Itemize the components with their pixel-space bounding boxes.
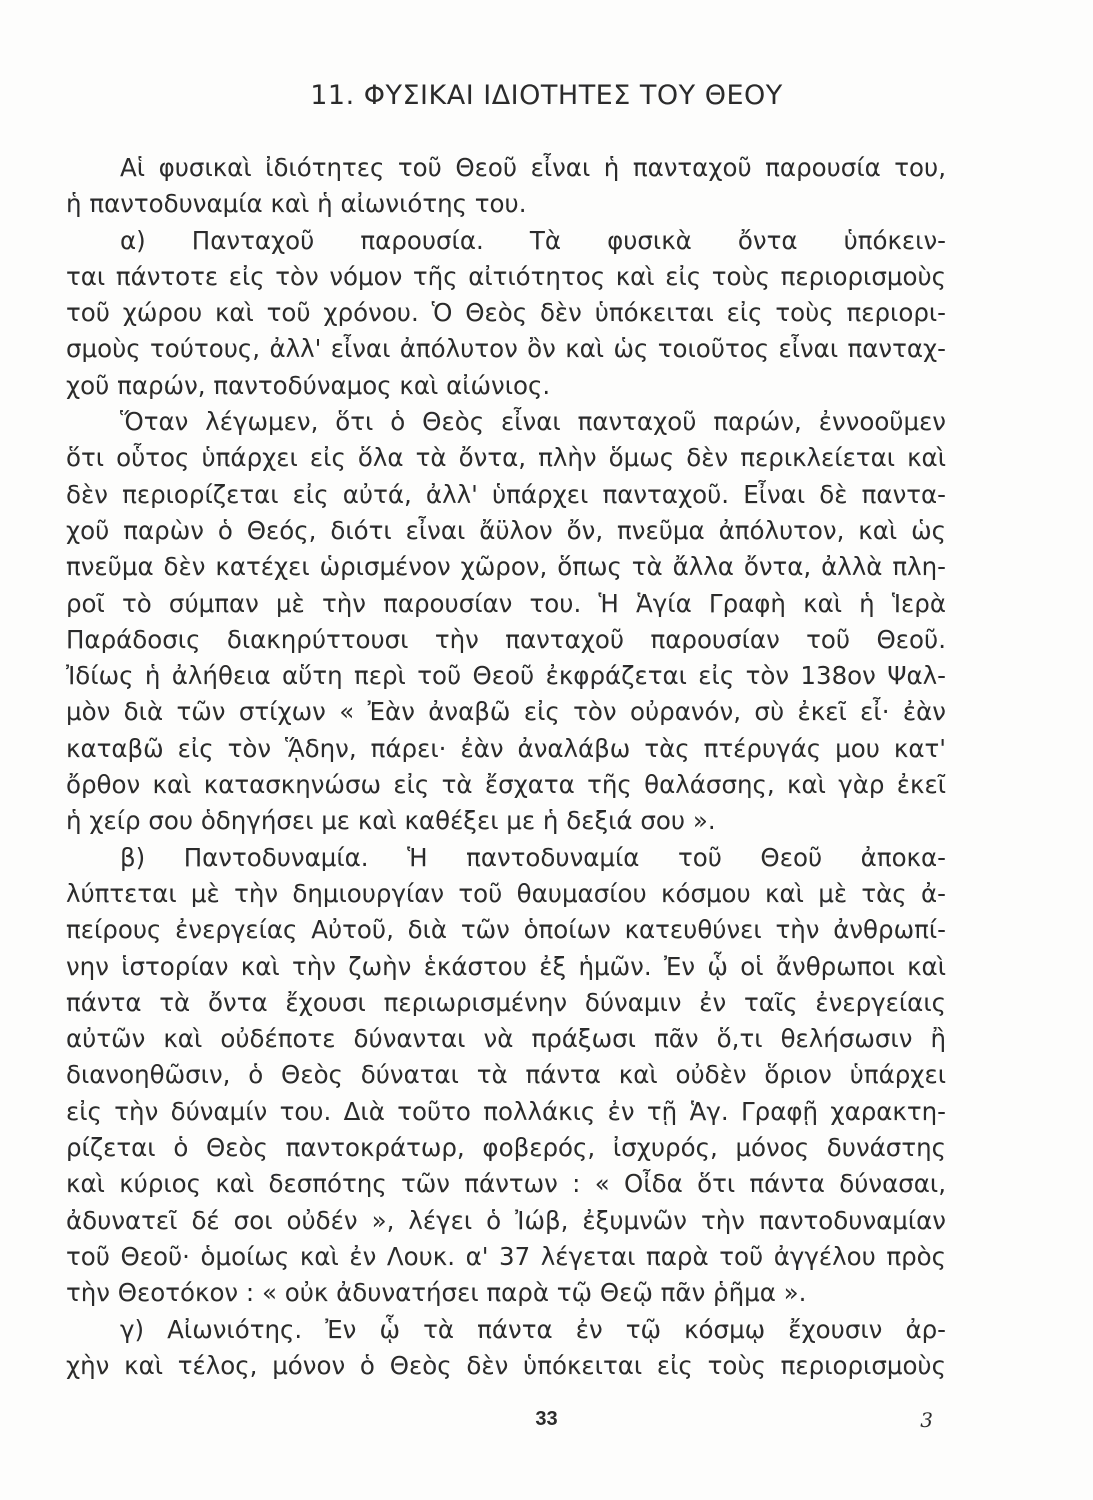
- section-heading-line: α) Πανταχοῦ παρουσία. Τὰ φυσικὰ ὄντα ὑπόκειν-: [120, 225, 946, 255]
- chapter-title: 11. ΦΥΣΙΚΑΙ ΙΔΙΟΤΗΤΕΣ ΤΟΥ ΘΕΟΥ: [310, 80, 783, 111]
- text-line: Παράδοσις διακηρύττουσι τὴν πανταχοῦ παρουσίαν τοῦ Θεοῦ.: [66, 624, 946, 654]
- text-line: ἡ χείρ σου ὁδηγήσει με καὶ καθέξει με ἡ δεξιά σου ».: [66, 806, 716, 836]
- text-line: Ὅταν λέγωμεν, ὅτι ὁ Θεὸς εἶναι πανταχοῦ παρών, ἐννοοῦμεν: [120, 407, 946, 437]
- text-line: πνεῦμα δὲν κατέχει ὡρισμένον χῶρον, ὅπως τὰ ἄλλα ὄντα, ἀλλὰ πλη-: [66, 552, 946, 582]
- body-text: [66, 150, 946, 1384]
- text-line: ἀδυνατεῖ δέ σοι οὐδέν », λέγει ὁ Ἰώβ, ἐξυμνῶν τὴν παντοδυναμίαν: [66, 1205, 946, 1235]
- text-line: λύπτεται μὲ τὴν δημιουργίαν τοῦ θαυμασίου κόσμου καὶ μὲ τὰς ἀ-: [66, 878, 946, 908]
- signature-mark: 3: [920, 1408, 933, 1432]
- text-line: τοῦ χώρου καὶ τοῦ χρόνου. Ὁ Θεὸς δὲν ὑπόκειται εἰς τοὺς περιορι-: [66, 298, 946, 328]
- text-line: ἡ παντοδυναμία καὶ ἡ αἰωνιότης του.: [66, 189, 527, 219]
- text-line: διανοηθῶσιν, ὁ Θεὸς δύναται τὰ πάντα καὶ οὐδὲν ὅριον ὑπάρχει: [66, 1060, 946, 1090]
- page-number: 33: [535, 1408, 558, 1430]
- text-line: ὅτι οὗτος ὑπάρχει εἰς ὅλα τὰ ὄντα, πλὴν ὅμως δὲν περικλείεται καὶ: [66, 443, 946, 473]
- text-line: τὴν Θεοτόκον : « οὐκ ἀδυνατήσει παρὰ τῷ Θεῷ πᾶν ῥῆμα ».: [66, 1278, 807, 1308]
- section-heading-line: β) Παντοδυναμία. Ἡ παντοδυναμία τοῦ Θεοῦ ἀποκα-: [120, 842, 946, 872]
- text-line: αὐτῶν καὶ οὐδέποτε δύνανται νὰ πράξωσι πᾶν ὅ,τι θελήσωσιν ἢ: [66, 1024, 946, 1054]
- text-line: εἰς τὴν δύναμίν του. Διὰ τοῦτο πολλάκις ἐν τῇ Ἁγ. Γραφῇ χαρακτη-: [66, 1096, 946, 1126]
- text-line: καὶ κύριος καὶ δεσπότης τῶν πάντων : « Οἶδα ὅτι πάντα δύνασαι,: [66, 1169, 946, 1199]
- text-line: σμοὺς τούτους, ἀλλ' εἶναι ἀπόλυτον ὂν καὶ ὡς τοιοῦτος εἶναι πανταχ-: [66, 334, 946, 364]
- text-line: πείρους ἐνεργείας Αὐτοῦ, διὰ τῶν ὁποίων κατευθύνει τὴν ἀνθρωπί-: [66, 915, 946, 945]
- text-line: χοῦ παρών, παντοδύναμος καὶ αἰώνιος.: [66, 370, 551, 400]
- text-line: ὄρθον καὶ κατασκηνώσω εἰς τὰ ἔσχατα τῆς θαλάσσης, καὶ γὰρ ἐκεῖ: [66, 770, 946, 800]
- text-line: δὲν περιορίζεται εἰς αὐτά, ἀλλ' ὑπάρχει πανταχοῦ. Εἶναι δὲ παντα-: [66, 479, 946, 509]
- text-line: χὴν καὶ τέλος, μόνον ὁ Θεὸς δὲν ὑπόκειται εἰς τοὺς περιορισμοὺς: [66, 1350, 946, 1380]
- text-line: τοῦ Θεοῦ· ὁμοίως καὶ ἐν Λουκ. α' 37 λέγεται παρὰ τοῦ ἀγγέλου πρὸς: [66, 1241, 946, 1271]
- text-line: Αἱ φυσικαὶ ἰδιότητες τοῦ Θεοῦ εἶναι ἡ πανταχοῦ παρουσία του,: [120, 153, 946, 182]
- text-line: καταβῶ εἰς τὸν ᾍδην, πάρει· ἐὰν ἀναλάβω τὰς πτέρυγάς μου κατ': [66, 733, 946, 763]
- text-line: ρίζεται ὁ Θεὸς παντοκράτωρ, φοβερός, ἰσχυρός, μόνος δυνάστης: [66, 1133, 946, 1163]
- text-line: χοῦ παρὼν ὁ Θεός, διότι εἶναι ἄϋλον ὄν, πνεῦμα ἀπόλυτον, καὶ ὡς: [66, 515, 946, 545]
- text-line: ται πάντοτε εἰς τὸν νόμον τῆς αἰτιότητος καὶ εἰς τοὺς περιορισμοὺς: [66, 261, 946, 291]
- text-line: πάντα τὰ ὄντα ἔχουσι περιωρισμένην δύναμιν ἐν ταῖς ἐνεργείαις: [66, 987, 946, 1017]
- section-heading-line: γ) Αἰωνιότης. Ἐν ᾧ τὰ πάντα ἐν τῷ κόσμῳ ἔχουσιν ἀρ-: [120, 1314, 946, 1344]
- text-line: ροῖ τὸ σύμπαν μὲ τὴν παρουσίαν του. Ἡ Ἁγία Γραφὴ καὶ ἡ Ἱερὰ: [66, 588, 946, 618]
- text-line: νην ἱστορίαν καὶ τὴν ζωὴν ἑκάστου ἐξ ἡμῶν. Ἐν ᾧ οἱ ἄνθρωποι καὶ: [66, 951, 946, 981]
- text-line: Ἰδίως ἡ ἀλήθεια αὕτη περὶ τοῦ Θεοῦ ἐκφράζεται εἰς τὸν 138ον Ψαλ-: [66, 661, 946, 691]
- text-line: μὸν διὰ τῶν στίχων « Ἐὰν ἀναβῶ εἰς τὸν οὐρανόν, σὺ ἐκεῖ εἶ· ἐὰν: [66, 697, 946, 727]
